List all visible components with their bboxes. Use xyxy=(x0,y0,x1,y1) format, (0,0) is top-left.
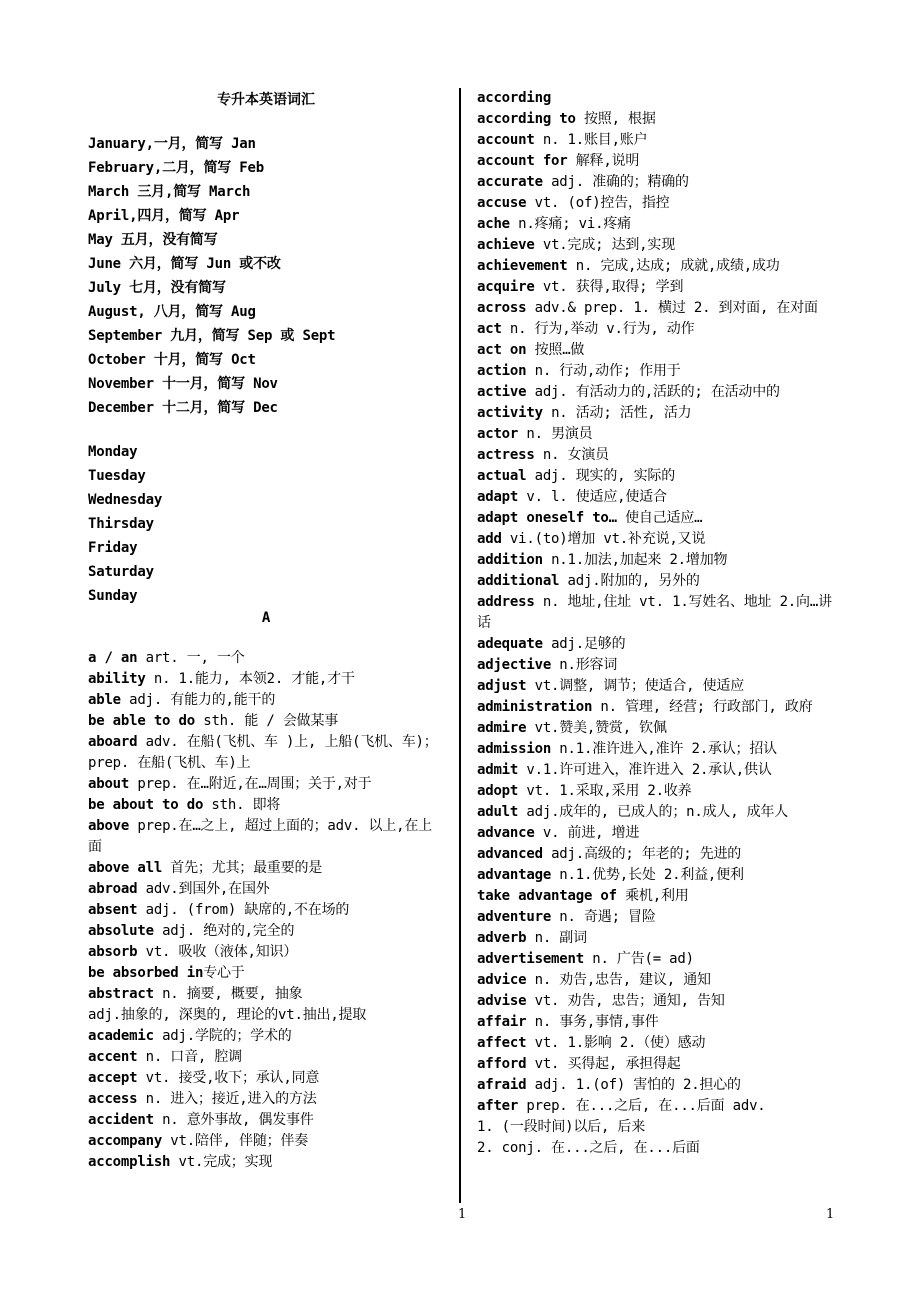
vocab-entry xyxy=(477,739,832,760)
vocab-entry xyxy=(477,1033,832,1054)
vocab-entry xyxy=(88,942,444,963)
vocab-entry xyxy=(88,1047,444,1068)
vocab-entry xyxy=(88,984,444,1005)
vocab-entry xyxy=(88,795,444,816)
vocab-entry xyxy=(477,193,832,214)
vocab-entry xyxy=(477,424,832,445)
headword: absent xyxy=(88,902,138,918)
vocab-entry xyxy=(88,690,444,711)
headword: abstract xyxy=(88,986,154,1002)
headword: afraid xyxy=(477,1077,527,1093)
headword: a / an xyxy=(88,650,138,666)
headword: about xyxy=(88,776,130,792)
vocab-entry xyxy=(477,445,832,466)
left-column xyxy=(88,0,444,1173)
definition: 解释,说明 xyxy=(567,153,640,169)
month-name: March xyxy=(88,184,130,200)
definition: n. 管理, 经营; 行政部门, 政府 xyxy=(592,699,813,715)
definition: vt.完成; 达到,实现 xyxy=(534,237,676,253)
month-description: 十二月，简写 Dec xyxy=(153,400,278,416)
definition: adj.成年的, 已成人的；n.成人, 成年人 xyxy=(518,804,789,820)
vocab-entry xyxy=(477,382,832,403)
vocab-entry xyxy=(88,1026,444,1047)
headword: adapt oneself to… xyxy=(477,510,617,526)
definition: adv.到国外,在国外 xyxy=(137,881,270,897)
vocab-entry xyxy=(477,298,832,319)
definition: n.1.优势,长处 2.利益,便利 xyxy=(551,867,744,883)
vocab-entry xyxy=(477,340,832,361)
definition: adj. 1.(of) 害怕的 2.担心的 xyxy=(526,1077,741,1093)
headword: accompany xyxy=(88,1133,163,1149)
definition: n. 活动; 活性, 活力 xyxy=(542,405,692,421)
headword: acquire xyxy=(477,279,535,295)
month-entry xyxy=(88,132,444,156)
spacer xyxy=(88,420,444,440)
vocab-entry xyxy=(477,1117,832,1138)
definition: vt. 1.采取,采用 2.收养 xyxy=(518,783,692,799)
month-description: 九月，简写 Sep 或 Sept xyxy=(162,328,336,344)
headword: accept xyxy=(88,1070,138,1086)
definition: n. 女演员 xyxy=(534,447,609,463)
definition: n. 进入；接近,进入的方法 xyxy=(137,1091,317,1107)
headword: advice xyxy=(477,972,527,988)
vocab-entry xyxy=(477,781,832,802)
vocab-entry xyxy=(477,760,832,781)
vocab-entry xyxy=(88,858,444,879)
headword: accident xyxy=(88,1112,154,1128)
headword: account for xyxy=(477,153,568,169)
month-entry xyxy=(88,396,444,420)
vocab-entry xyxy=(477,886,832,907)
vocab-entry xyxy=(477,235,832,256)
month-description: , 八月，简写 Aug xyxy=(137,304,256,320)
definition: n. 完成,达成; 成就,成绩,成功 xyxy=(567,258,780,274)
month-name: September xyxy=(88,328,163,344)
vocab-entry xyxy=(477,109,832,130)
vocab-entry xyxy=(477,571,832,592)
definition: n. 广告(= ad) xyxy=(583,951,694,967)
vocab-entry xyxy=(477,403,832,424)
month-entry xyxy=(88,348,444,372)
vocab-entry xyxy=(88,879,444,900)
vocab-entry xyxy=(477,1075,832,1096)
definition: 1. (一段时间)以后, 后来 xyxy=(477,1119,646,1135)
weekday-entry: Tuesday xyxy=(88,468,146,484)
spacer xyxy=(88,0,444,132)
definition: n. 行为,举动 v.行为, 动作 xyxy=(501,321,695,337)
headword: admission xyxy=(477,741,552,757)
definition: adj.附加的, 另外的 xyxy=(559,573,700,589)
definition: adj. 准确的；精确的 xyxy=(542,174,689,190)
vocab-entry xyxy=(477,655,832,676)
definition: 首先；尤其；最重要的是 xyxy=(162,860,323,876)
month-name: November xyxy=(88,376,154,392)
month-name: April xyxy=(88,208,130,224)
month-name: June xyxy=(88,256,121,272)
definition: vt.完成；实现 xyxy=(170,1154,273,1170)
definition: sth. 即将 xyxy=(203,797,281,813)
headword: adopt xyxy=(477,783,519,799)
spacer xyxy=(477,0,832,88)
definition: adj. 绝对的,完全的 xyxy=(153,923,295,939)
definition: n.疼痛; vi.疼痛 xyxy=(509,216,631,232)
month-description: ,二月，简写 Feb xyxy=(153,160,264,176)
definition: vt. 获得,取得; 学到 xyxy=(534,279,684,295)
definition: prep. 在…附近,在…周围；关于,对于 xyxy=(129,776,372,792)
weekday-entry: Friday xyxy=(88,540,138,556)
definition: adj. 有活动力的,活跃的; 在活动中的 xyxy=(526,384,780,400)
definition: n. 行动,动作; 作用于 xyxy=(526,363,681,379)
headword: ache xyxy=(477,216,510,232)
definition: 专心于 xyxy=(203,965,245,981)
definition: adj.抽象的, 深奥的, 理论的vt.抽出,提取 xyxy=(88,1007,367,1023)
weekday-entry: Thirsday xyxy=(88,516,154,532)
weekday-entry: Saturday xyxy=(88,564,154,580)
definition: adj. 有能力的,能干的 xyxy=(120,692,276,708)
vocab-entry xyxy=(477,88,832,109)
vocab-entry xyxy=(477,907,832,928)
definition: adj. (from) 缺席的,不在场的 xyxy=(137,902,350,918)
definition: art. 一, 一个 xyxy=(137,650,245,666)
headword: affect xyxy=(477,1035,527,1051)
month-entry xyxy=(88,372,444,396)
definition: n.1.加法,加起来 2.增加物 xyxy=(542,552,728,568)
definition: adj. 现实的, 实际的 xyxy=(526,468,676,484)
page-number-left: 1 xyxy=(458,1207,467,1222)
definition: n. 1.能力, 本领2. 才能,才干 xyxy=(145,671,355,687)
headword: academic xyxy=(88,1028,154,1044)
definition: 使自己适应… xyxy=(616,510,703,526)
headword: abroad xyxy=(88,881,138,897)
vocab-entry xyxy=(88,648,444,669)
definition: vt. 吸收（液体,知识） xyxy=(137,944,298,960)
month-description: ,四月，简写 Apr xyxy=(129,208,240,224)
vocab-entry xyxy=(88,1131,444,1152)
month-description: 五月，没有简写 xyxy=(112,232,218,248)
definition: 2. conj. 在...之后, 在...后面 xyxy=(477,1140,700,1156)
headword: accuse xyxy=(477,195,527,211)
month-description: 七月，没有简写 xyxy=(120,280,226,296)
month-description: 六月，简写 Jun 或不改 xyxy=(120,256,281,272)
headword: accurate xyxy=(477,174,543,190)
month-description: 十一月，简写 Nov xyxy=(153,376,278,392)
vocab-entry xyxy=(88,711,444,732)
headword: active xyxy=(477,384,527,400)
definition: adj.高级的; 年老的; 先进的 xyxy=(542,846,742,862)
definition: sth. 能 / 会做某事 xyxy=(194,713,339,729)
headword: adequate xyxy=(477,636,543,652)
vocab-entry xyxy=(477,865,832,886)
vocab-entry xyxy=(88,816,444,858)
spacer xyxy=(88,628,444,648)
weekday-entry: Monday xyxy=(88,444,138,460)
definition: vt. 劝告, 忠告；通知, 告知 xyxy=(526,993,725,1009)
definition: vt.调整, 调节；使适合, 使适应 xyxy=(526,678,745,694)
definition: vt. 接受,收下；承认,同意 xyxy=(137,1070,320,1086)
month-name: May xyxy=(88,232,113,248)
month-entry xyxy=(88,204,444,228)
vocab-entry xyxy=(88,900,444,921)
vocab-entry xyxy=(477,718,832,739)
month-name: January xyxy=(88,136,146,152)
headword: advise xyxy=(477,993,527,1009)
month-name: February xyxy=(88,160,154,176)
weekday-entry: Wednesday xyxy=(88,492,163,508)
month-entry xyxy=(88,252,444,276)
month-description: 三月,简写 March xyxy=(129,184,251,200)
page-number-right: 1 xyxy=(826,1207,835,1222)
definition: adv. 在船(飞机、车 )上, 上船(飞机、车)； xyxy=(137,734,438,750)
headword: above xyxy=(88,818,130,834)
headword: act xyxy=(477,321,502,337)
headword: be about to do xyxy=(88,797,204,813)
vocab-entry xyxy=(477,214,832,235)
headword: affair xyxy=(477,1014,527,1030)
definition: prep. 在...之后, 在...后面 adv. xyxy=(518,1098,766,1114)
vocab-entry xyxy=(477,529,832,550)
month-description: ,一月，简写 Jan xyxy=(145,136,256,152)
vocab-entry xyxy=(477,550,832,571)
vocab-entry xyxy=(477,487,832,508)
month-name: August xyxy=(88,304,138,320)
headword: adapt xyxy=(477,489,519,505)
headword: action xyxy=(477,363,527,379)
vocab-entry xyxy=(88,963,444,984)
headword: after xyxy=(477,1098,519,1114)
definition: vt.赞美,赞赏, 钦佩 xyxy=(526,720,667,736)
vocab-entry xyxy=(477,361,832,382)
headword: adjust xyxy=(477,678,527,694)
vocab-entry xyxy=(88,1005,444,1026)
vocab-entry xyxy=(477,1054,832,1075)
vocab-entry xyxy=(88,1152,444,1173)
vocab-entry xyxy=(477,991,832,1012)
vocab-entry xyxy=(88,774,444,795)
vocab-entry xyxy=(477,277,832,298)
headword: afford xyxy=(477,1056,527,1072)
headword: add xyxy=(477,531,502,547)
headword: additional xyxy=(477,573,560,589)
vocab-entry xyxy=(477,676,832,697)
definition: adj.学院的；学术的 xyxy=(153,1028,292,1044)
vocab-entry xyxy=(477,949,832,970)
definition: n. 男演员 xyxy=(518,426,593,442)
definition: n. 事务,事情,事件 xyxy=(526,1014,659,1030)
headword: according to xyxy=(477,111,576,127)
headword: addition xyxy=(477,552,543,568)
definition: 乘机,利用 xyxy=(616,888,689,904)
vocab-entry xyxy=(88,1110,444,1131)
document-title: 专升本英语词汇 xyxy=(217,92,315,108)
headword: be absorbed in xyxy=(88,965,204,981)
headword: aboard xyxy=(88,734,138,750)
headword: be able to do xyxy=(88,713,195,729)
vocab-entry xyxy=(477,592,832,634)
definition: vt. 1.影响 2.（使）感动 xyxy=(526,1035,706,1051)
definition: adj.足够的 xyxy=(542,636,626,652)
vocab-entry xyxy=(477,151,832,172)
vocab-entry xyxy=(477,802,832,823)
vocab-entry xyxy=(477,1096,832,1117)
headword: adverb xyxy=(477,930,527,946)
month-name: October xyxy=(88,352,146,368)
definition: n. 副词 xyxy=(526,930,587,946)
headword: above all xyxy=(88,860,163,876)
definition: n. 奇遇; 冒险 xyxy=(551,909,656,925)
headword: administration xyxy=(477,699,593,715)
definition: vt. (of)控告，指控 xyxy=(526,195,670,211)
definition: n. 摘要, 概要, 抽象 xyxy=(153,986,303,1002)
month-name: December xyxy=(88,400,154,416)
definition: 按照…做 xyxy=(526,342,585,358)
headword: act on xyxy=(477,342,527,358)
definition: prep.在…之上, 超过上面的；adv. 以上,在上面 xyxy=(88,818,432,855)
vocab-entry xyxy=(477,319,832,340)
headword: actual xyxy=(477,468,527,484)
headword: advance xyxy=(477,825,535,841)
headword: adult xyxy=(477,804,519,820)
vocab-entry xyxy=(88,669,444,690)
definition: n.1.准许进入,准许 2.承认；招认 xyxy=(551,741,777,757)
headword: accomplish xyxy=(88,1154,171,1170)
vocab-entry xyxy=(477,130,832,151)
headword: ability xyxy=(88,671,146,687)
vocab-entry xyxy=(88,732,444,753)
vocab-entry xyxy=(88,1089,444,1110)
vocab-entry xyxy=(88,753,444,774)
definition: v.1.许可进入，准许进入 2.承认,供认 xyxy=(518,762,772,778)
headword: adventure xyxy=(477,909,552,925)
headword: according xyxy=(477,90,552,106)
weekday-entry: Sunday xyxy=(88,588,138,604)
vocab-entry xyxy=(477,844,832,865)
headword: account xyxy=(477,132,535,148)
headword: actor xyxy=(477,426,519,442)
definition: vt.陪伴, 伴随；伴奏 xyxy=(162,1133,309,1149)
headword: take advantage of xyxy=(477,888,617,904)
headword: able xyxy=(88,692,121,708)
month-name: July xyxy=(88,280,121,296)
month-description: 十月，简写 Oct xyxy=(145,352,256,368)
definition: vt. 买得起, 承担得起 xyxy=(526,1056,681,1072)
definition: n. 地址,住址 vt. 1.写姓名、地址 2.向…讲话 xyxy=(477,594,832,631)
vocab-entry xyxy=(477,823,832,844)
vocab-entry xyxy=(477,508,832,529)
definition: vi.(to)增加 vt.补充说,又说 xyxy=(501,531,706,547)
headword: advertisement xyxy=(477,951,584,967)
headword: advanced xyxy=(477,846,543,862)
month-entry xyxy=(88,180,444,204)
vocab-entry xyxy=(477,928,832,949)
vocab-entry xyxy=(477,1138,832,1159)
headword: achievement xyxy=(477,258,568,274)
definition: prep. 在船(飞机、车)上 xyxy=(88,755,251,771)
vocab-entry xyxy=(477,697,832,718)
vocab-entry xyxy=(477,1012,832,1033)
vocab-entry xyxy=(477,256,832,277)
vocab-entry xyxy=(88,921,444,942)
headword: actress xyxy=(477,447,535,463)
vocab-entry xyxy=(477,970,832,991)
right-column xyxy=(477,0,832,1159)
vocab-entry xyxy=(477,172,832,193)
headword: address xyxy=(477,594,535,610)
definition: v. 前进, 增进 xyxy=(534,825,640,841)
month-entry xyxy=(88,300,444,324)
headword: activity xyxy=(477,405,543,421)
vocab-entry xyxy=(477,466,832,487)
definition: n. 劝告,忠告, 建议, 通知 xyxy=(526,972,711,988)
definition: n. 口音, 腔调 xyxy=(137,1049,242,1065)
month-entry xyxy=(88,228,444,252)
headword: absorb xyxy=(88,944,138,960)
month-entry xyxy=(88,324,444,348)
definition: v. l. 使适应,使适合 xyxy=(518,489,667,505)
headword: across xyxy=(477,300,527,316)
definition: adv.& prep. 1. 横过 2. 到对面, 在对面 xyxy=(526,300,818,316)
headword: admit xyxy=(477,762,519,778)
definition: 按照, 根据 xyxy=(575,111,656,127)
headword: access xyxy=(88,1091,138,1107)
section-letter: A xyxy=(261,610,271,626)
headword: absolute xyxy=(88,923,154,939)
headword: advantage xyxy=(477,867,552,883)
headword: accent xyxy=(88,1049,138,1065)
definition: n.形容词 xyxy=(551,657,618,673)
column-divider xyxy=(459,88,461,1203)
headword: admire xyxy=(477,720,527,736)
month-entry xyxy=(88,156,444,180)
definition: n. 1.账目,账户 xyxy=(534,132,648,148)
headword: adjective xyxy=(477,657,552,673)
headword: achieve xyxy=(477,237,535,253)
vocab-entry xyxy=(477,634,832,655)
month-entry xyxy=(88,276,444,300)
vocab-entry xyxy=(88,1068,444,1089)
definition: n. 意外事故, 偶发事件 xyxy=(153,1112,314,1128)
